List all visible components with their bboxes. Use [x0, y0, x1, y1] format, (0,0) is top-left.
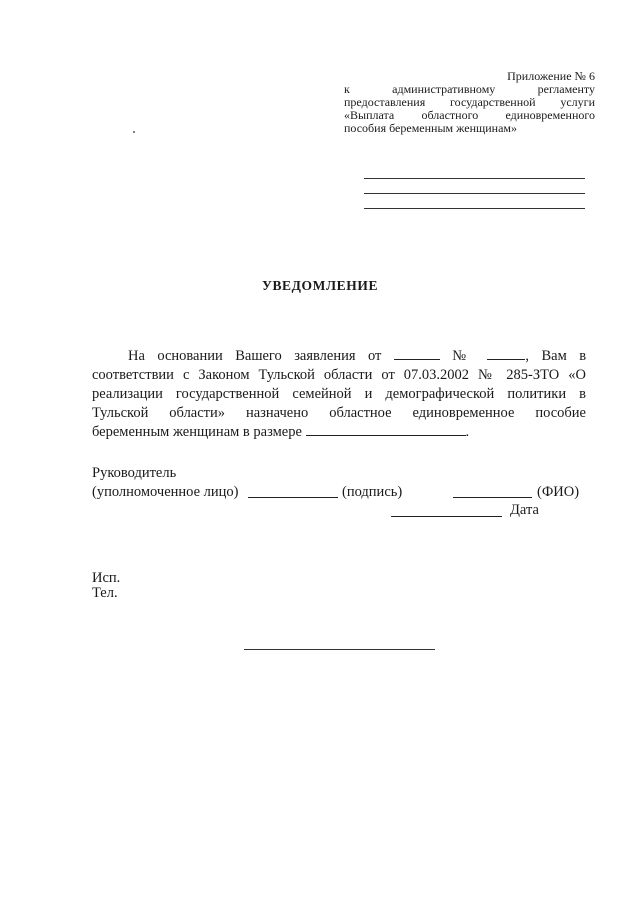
appendix-number: Приложение № 6 [507, 69, 595, 83]
scan-speck [133, 131, 135, 133]
body-text: , Вам в [525, 348, 587, 364]
bottom-separator [244, 649, 435, 650]
body-line-2: соответствии с Законом Тульской области от 07.03.2002 № 285-ЗТО «О [92, 367, 586, 383]
notice-body [92, 347, 586, 442]
body-line-4: Тульской области» назначено областное единовременное пособие [92, 405, 586, 421]
signature-label: (подпись) [342, 484, 403, 500]
fio-blank [453, 497, 532, 498]
body-line-1 [92, 347, 586, 366]
phone-label: Тел. [92, 585, 118, 601]
benefit-amount-blank [306, 423, 466, 436]
application-number-blank [487, 347, 525, 360]
recipient-line [364, 178, 585, 179]
executor-label: Исп. [92, 570, 121, 586]
body-text: На основании Вашего заявления от [128, 348, 382, 364]
appendix-line: «Выплата областного единовременного [344, 108, 595, 122]
appendix-line: пособия беременным женщинам» [344, 121, 517, 135]
recipient-line [364, 208, 585, 209]
document-title: УВЕДОМЛЕНИЕ [261, 278, 379, 293]
head-label: Руководитель [92, 465, 177, 481]
body-line-3: реализации государственной семейной и демографической политики в [92, 386, 586, 402]
body-text: . [465, 424, 470, 440]
body-text: беременным женщинам в размере [92, 424, 302, 440]
appendix-line: к административному регламенту [344, 82, 595, 96]
body-line-5 [92, 423, 586, 442]
recipient-line [364, 193, 585, 194]
number-sign: № [452, 348, 475, 364]
appendix-block [344, 70, 595, 135]
authorized-person-label: (уполномоченное лицо) [92, 484, 239, 500]
fio-label: (ФИО) [537, 484, 580, 500]
signature-blank [248, 497, 338, 498]
date-blank [391, 516, 502, 517]
date-label: Дата [510, 502, 539, 518]
application-date-blank [394, 347, 440, 360]
appendix-line: предоставления государственной услуги [344, 95, 595, 109]
